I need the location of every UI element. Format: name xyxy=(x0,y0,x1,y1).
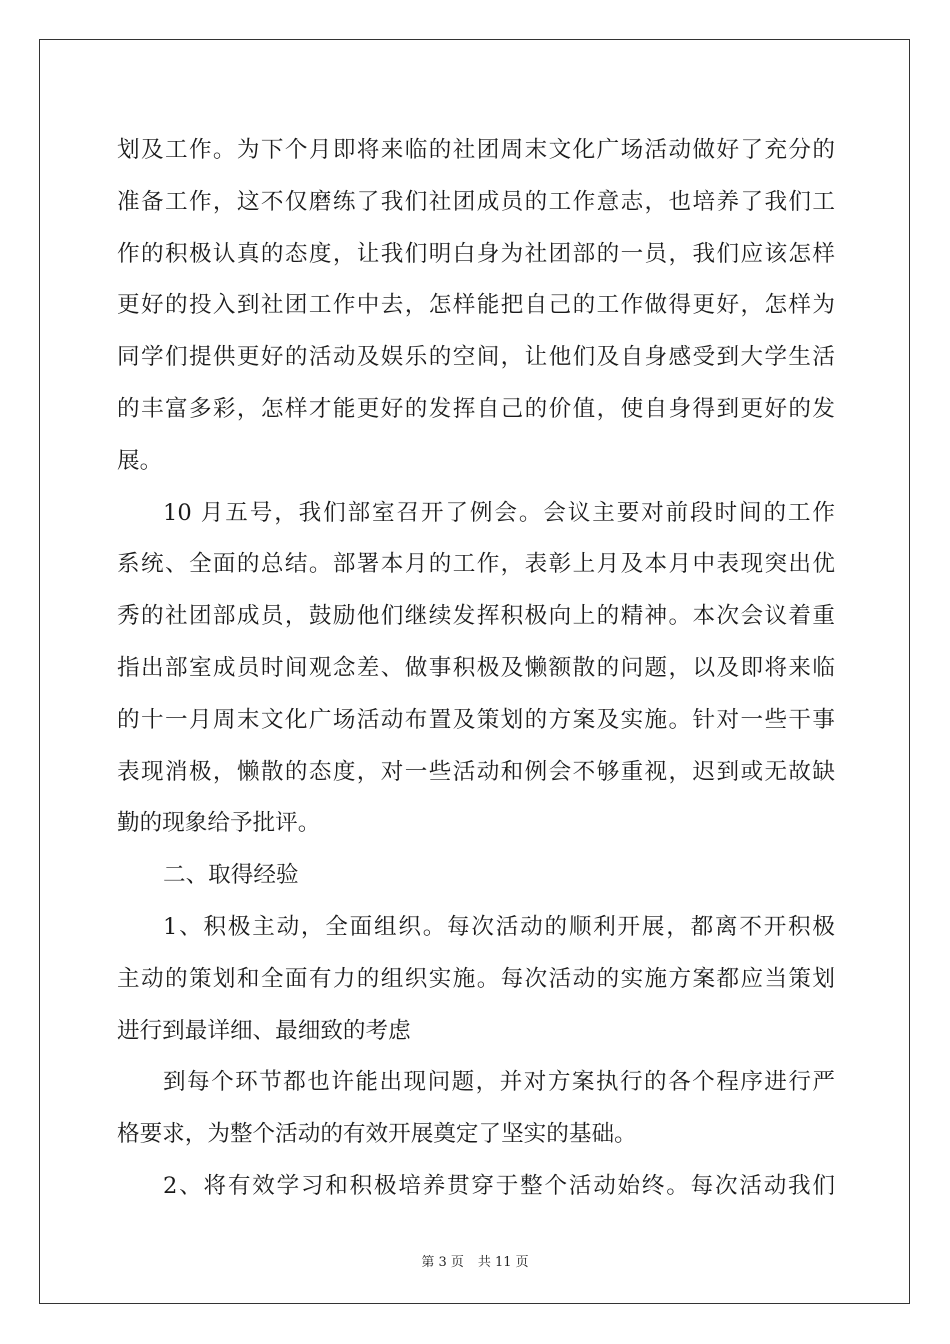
text-line: 格要求，为整个活动的有效开展奠定了坚实的基础。 xyxy=(117,1121,637,1148)
text-line: 准备工作，这不仅磨练了我们社团成员的工作意志，也培养了我们工 xyxy=(117,188,835,215)
text-line: 作的积极认真的态度，让我们明白身为社团部的一员，我们应该怎样 xyxy=(117,240,835,267)
text-line: 主动的策划和全面有力的组织实施。每次活动的实施方案都应当策划 xyxy=(117,965,835,992)
text-line: 1、积极主动，全面组织。每次活动的顺利开展，都离不开积极 xyxy=(163,913,835,940)
text-line: 划及工作。为下个月即将来临的社团周末文化广场活动做好了充分的 xyxy=(117,137,835,163)
text-line: 指出部室成员时间观念差、做事积极及懒额散的问题，以及即将来临 xyxy=(117,654,835,681)
text-line: 秀的社团部成员，鼓励他们继续发挥积极向上的精神。本次会议着重 xyxy=(117,603,835,630)
text-line: 展。 xyxy=(117,447,163,474)
text-line: 的十一月周末文化广场活动布置及策划的方案及实施。针对一些干事 xyxy=(117,706,835,733)
text-line: 的丰富多彩，怎样才能更好的发挥自己的价值，使自身得到更好的发 xyxy=(117,395,835,422)
document-body xyxy=(117,128,835,1216)
page-number: 第 3 页 xyxy=(421,1255,464,1270)
text-line: 2、将有效学习和积极培养贯穿于整个活动始终。每次活动我们 xyxy=(163,1172,835,1199)
text-line: 勤的现象给予批评。 xyxy=(117,810,321,837)
page-footer xyxy=(0,1251,950,1270)
text-line: 10 月五号，我们部室召开了例会。会议主要对前段时间的工作 xyxy=(163,499,835,526)
text-line: 二、取得经验 xyxy=(163,862,299,889)
page-total: 共 11 页 xyxy=(477,1255,529,1270)
text-line: 同学们提供更好的活动及娱乐的空间，让他们及自身感受到大学生活 xyxy=(117,344,835,371)
text-line: 进行到最详细、最细致的考虑 xyxy=(117,1017,411,1044)
text-line: 表现消极，懒散的态度，对一些活动和例会不够重视，迟到或无故缺 xyxy=(117,758,835,785)
text-line: 更好的投入到社团工作中去，怎样能把自己的工作做得更好，怎样为 xyxy=(117,292,835,319)
text-line: 系统、全面的总结。部署本月的工作，表彰上月及本月中表现突出优 xyxy=(117,551,835,578)
text-line: 到每个环节都也许能出现问题，并对方案执行的各个程序进行严 xyxy=(163,1069,835,1096)
